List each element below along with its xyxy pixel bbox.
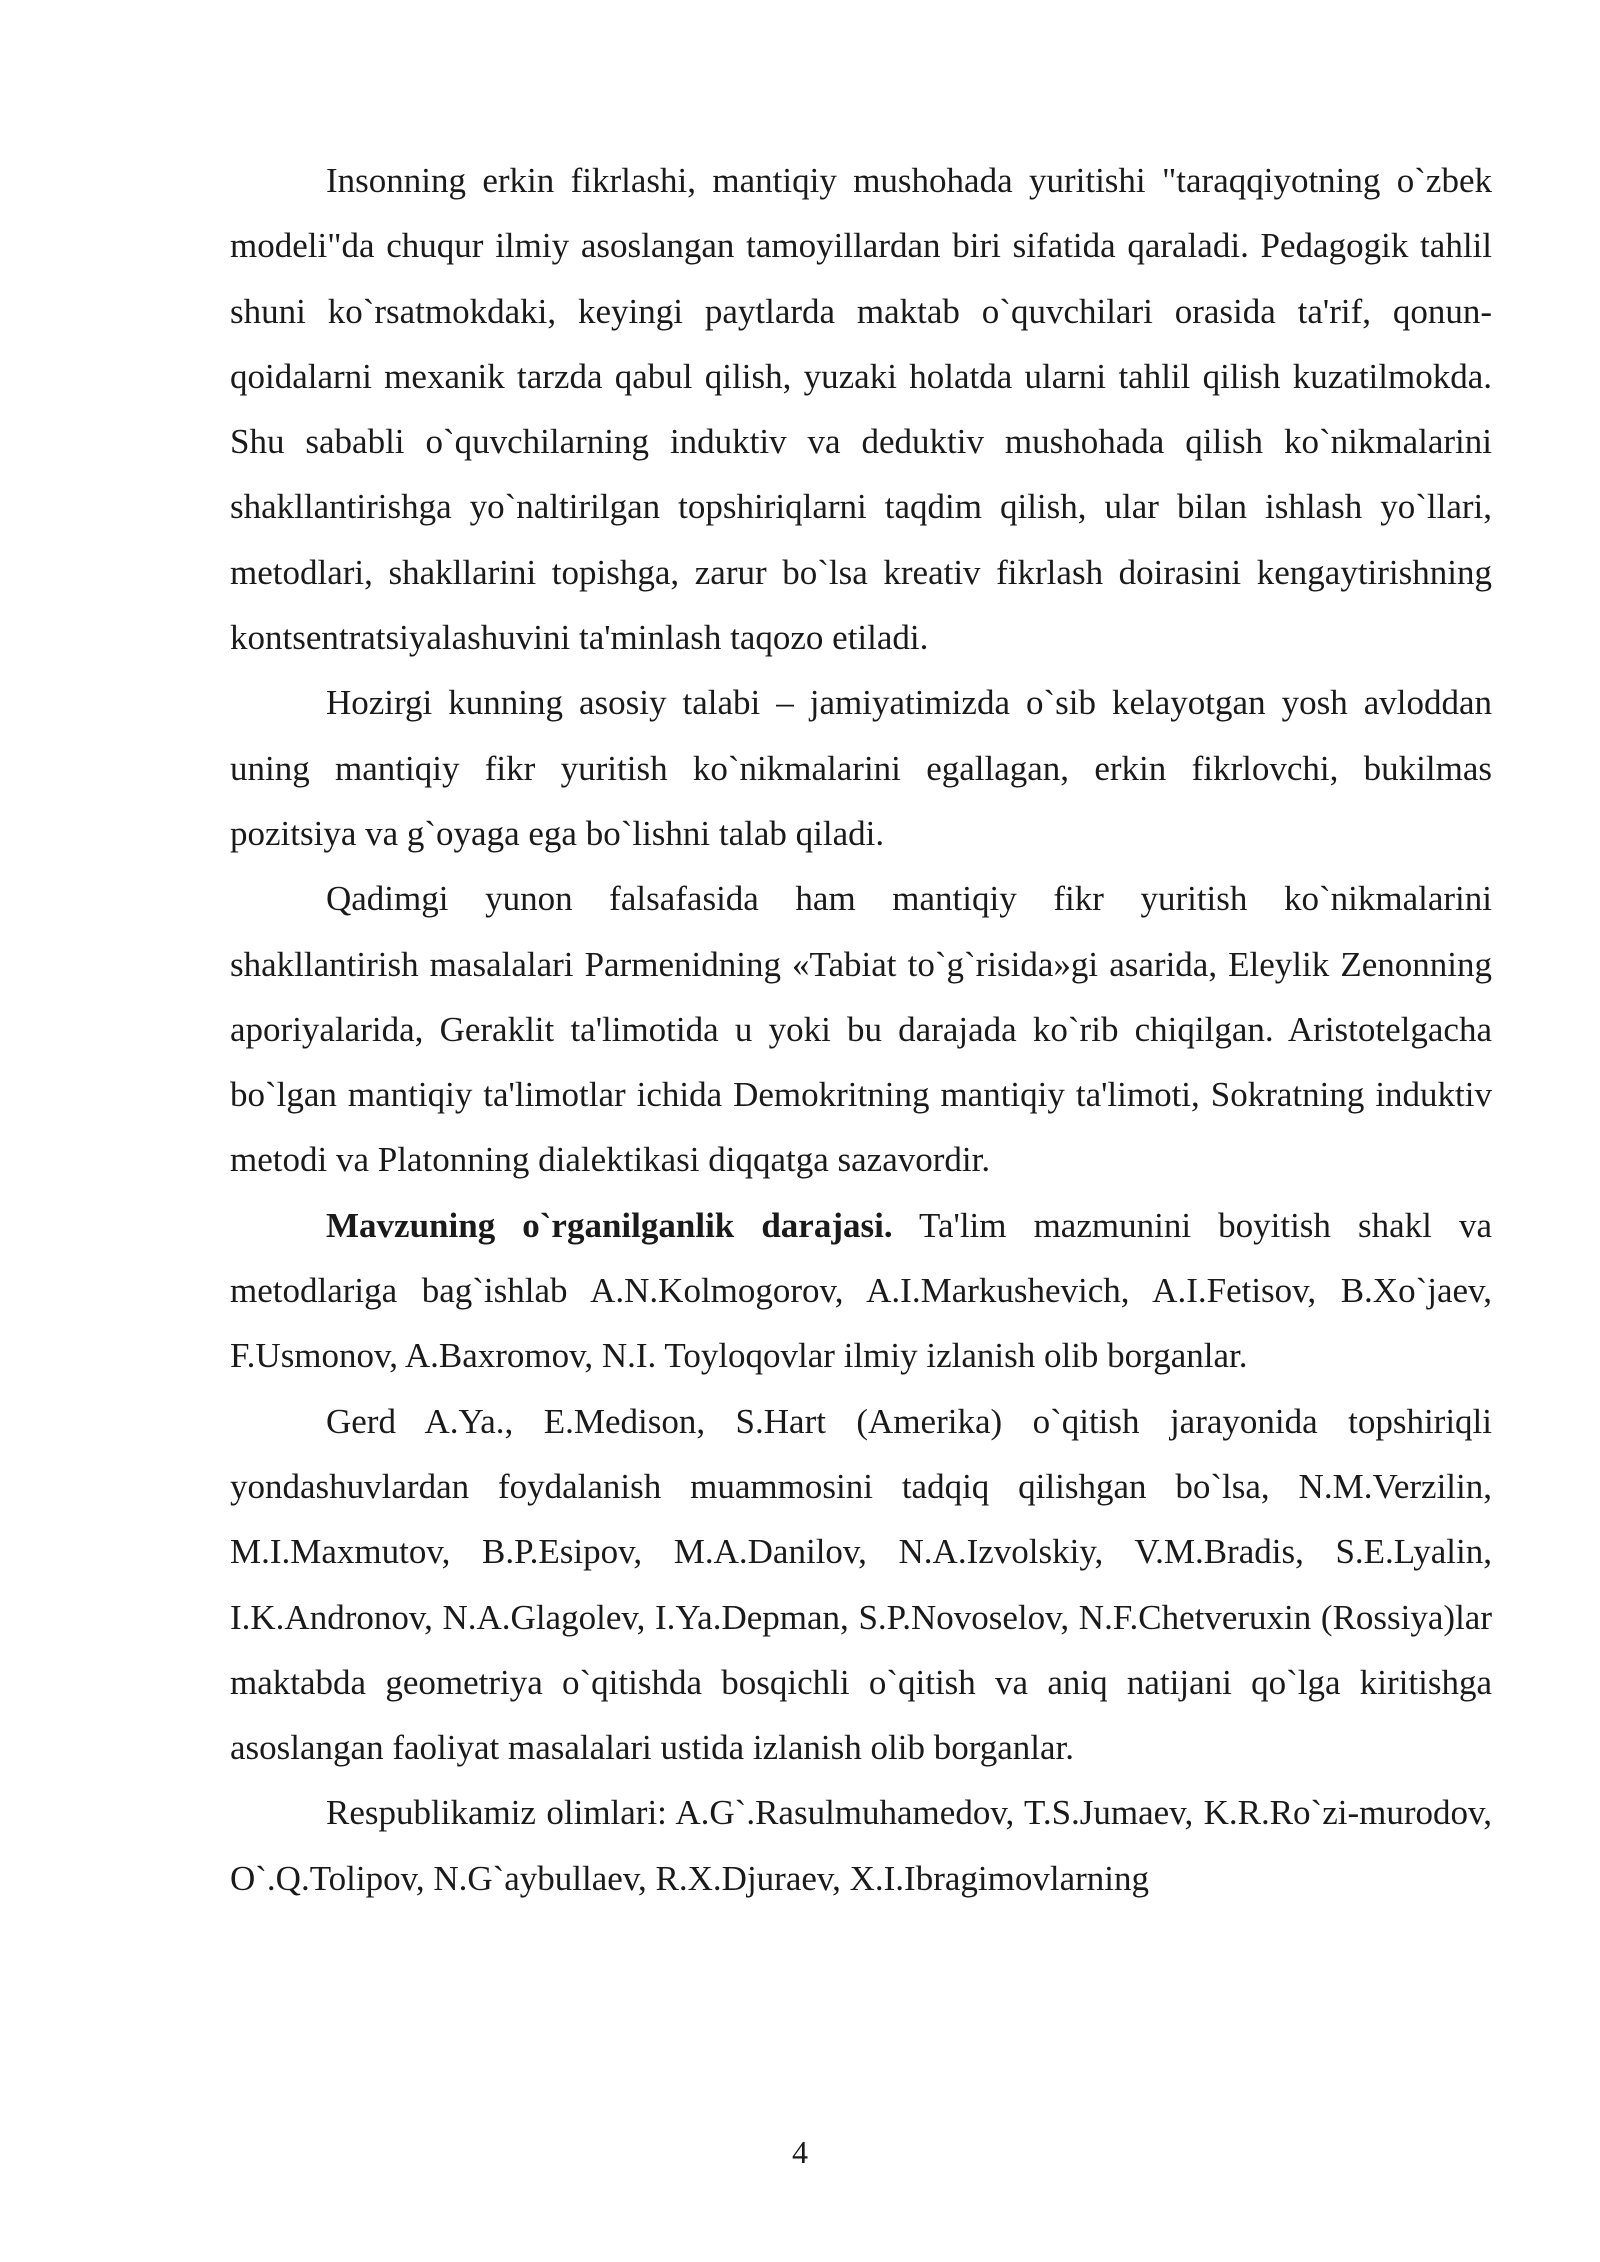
paragraph-text: Hozirgi kunning asosiy talabi – jamiyatimizda o`sib kelayotgan yosh avloddan uning mantiqiy fikr yuritish ko`nikmalarini egallagan, erkin fikrlovchi, bukilmas pozitsiya va g`oyaga ega bo`lishni talab qiladi. [230, 683, 1492, 853]
paragraph [230, 1193, 1492, 1389]
paragraph [230, 670, 1492, 866]
paragraph-text: Insonning erkin fikrlashi, mantiqiy mushohada yuritishi "taraqqiyotning o`zbek modeli"da chuqur ilmiy asoslangan tamoyillardan biri sifatida qaraladi. Pedagogik tahlil shuni ko`rsatmokdaki, keyingi paytlarda maktab o`quvchilari orasida ta'rif, qonun-qoidalarni mexanik tarzda qabul qilish, yuzaki holatda ularni tahlil qilish kuzatilmokda. Shu sababli o`quvchilarning induktiv va deduktiv mushohada qilish ko`nikmalarini shakllantirishga yo`naltirilgan topshiriqlarni taqdim qilish, ular bilan ishlash yo`llari, metodlari, shakllarini topishga, zarur bo`lsa kreativ fikrlash doirasini kengaytirishning kontsentratsiyalashuvini ta'minlash taqozo etiladi. [230, 161, 1492, 658]
paragraph-text: Respublikamiz olimlari: A.G`.Rasulmuhamedov, T.S.Jumaev, K.R.Ro`zi-murodov, O`.Q.Tolipov, N.G`aybullaev, R.X.Djuraev, X.I.Ibragimovlarning [230, 1793, 1492, 1898]
paragraph [230, 866, 1492, 1192]
paragraph-text: Gerd A.Ya., E.Medison, S.Hart (Amerika) o`qitish jarayonida topshiriqli yondashuvlardan foydalanish muammosini tadqiq qilishgan bo`lsa, N.M.Verzilin, M.I.Maxmutov, B.P.Esipov, M.A.Danilov, N.A.Izvolskiy, V.M.Bradis, S.E.Lyalin, I.K.Andronov, N.A.Glagolev, I.Ya.Depman, S.P.Novoselov, N.F.Chetveruxin (Rossiya)lar maktabda geometriya o`qitishda bosqichli o`qitish va aniq natijani qo`lga kiritishga asoslangan faoliyat masalalari ustida izlanish olib borganlar. [230, 1401, 1492, 1768]
paragraph [230, 1389, 1492, 1781]
document-body [230, 148, 1492, 1911]
page-number: 4 [792, 2134, 808, 2170]
paragraph [230, 1780, 1492, 1911]
paragraph-text: Qadimgi yunon falsafasida ham mantiqiy fikr yuritish ko`nikmalarini shakllantirish masalalari Parmenidning «Tabiat to`g`risida»gi asarida, Eleylik Zenonning aporiyalarida, Geraklit ta'limotida u yoki bu darajada ko`rib chiqilgan. Aristotelgacha bo`lgan mantiqiy ta'limotlar ichida Demokritning mantiqiy ta'limoti, Sokratning induktiv metodi va Platonning dialektikasi diqqatga sazavordir. [230, 879, 1492, 1180]
paragraph-text: Ta'lim mazmunini boyitish shakl va metodlariga bag`ishlab A.N.Kolmogorov, A.I.Markushevich, A.I.Fetisov, B.Xo`jaev, F.Usmonov, A.Baxromov, N.I. Toyloqovlar ilmiy izlanish olib borganlar. [230, 1205, 1492, 1376]
paragraph [230, 148, 1492, 670]
paragraph-lead-heading: Mavzuning o`rganilganlik darajasi. [326, 1205, 893, 1245]
